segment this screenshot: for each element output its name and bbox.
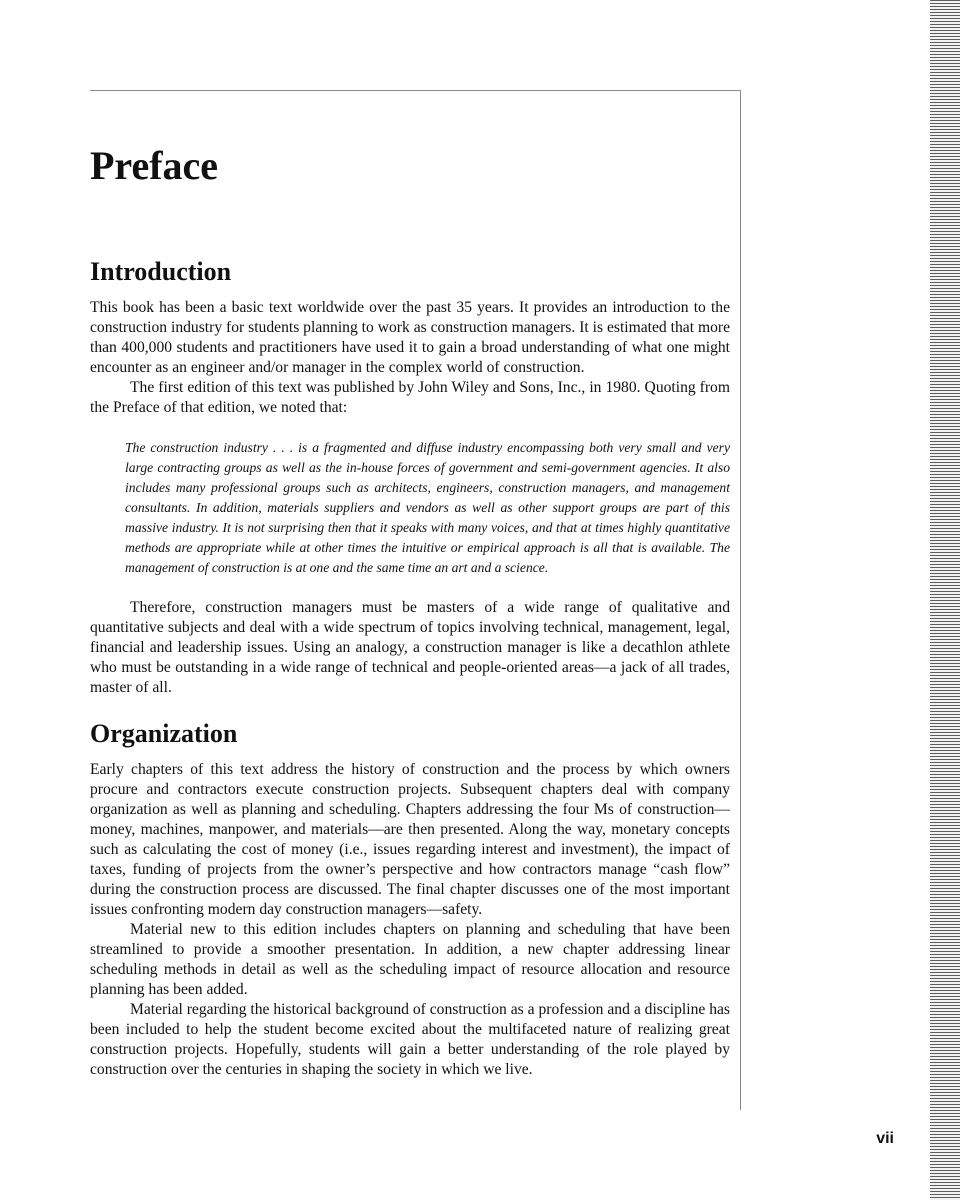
page-number: vii <box>876 1130 894 1147</box>
organization-section <box>90 718 730 1080</box>
introduction-heading: Introduction <box>90 257 232 286</box>
right-margin-rule <box>740 90 741 1110</box>
introduction-paragraph-1: This book has been a basic text worldwide over the past 35 years. It provides an introduction to the construction industry for students planning to work as construction managers. It is estimated that more than 400,000 students and practitioners have used it to gain a broad understanding of what one might encounter as an engineer and/or manager in the complex world of construction. <box>90 299 730 376</box>
page-title: Preface <box>90 143 219 188</box>
organization-paragraph-2: Material new to this edition includes chapters on planning and scheduling that have been streamlined to provide a smoother presentation. In addition, a new chapter addressing linear scheduling methods in detail as well as the scheduling impact of resource allocation and resource planning has been added. <box>90 921 730 998</box>
page-edge-strip <box>930 0 960 1200</box>
organization-heading: Organization <box>90 719 238 748</box>
introduction-paragraph-2: The first edition of this text was published by John Wiley and Sons, Inc., in 1980. Quoting from the Preface of that edition, we noted that: <box>90 379 730 416</box>
introduction-paragraph-3: Therefore, construction managers must be masters of a wide range of qualitative and quantitative subjects and deal with a wide spectrum of topics involving technical, management, legal, financial and leadership issues. Using an analogy, a construction manager is like a decathlon athlete who must be outstanding in a wide range of technical and people-oriented areas—a jack of all trades, master of all. <box>90 599 730 696</box>
introduction-section <box>90 256 730 698</box>
organization-paragraph-1: Early chapters of this text address the history of construction and the process by which owners procure and contractors execute construction projects. Subsequent chapters deal with company organization as well as planning and scheduling. Chapters addressing the four Ms of construction—money, machines, manpower, and materials—are then presented. Along the way, monetary concepts such as calculating the cost of money (i.e., issues regarding interest and investment), the impact of taxes, funding of projects from the owner’s perspective and how contractors manage “cash flow” during the construction process are discussed. The final chapter discusses one of the most important issues confronting modern day construction managers—safety. <box>90 761 730 918</box>
page-content <box>90 90 730 1080</box>
organization-paragraph-3: Material regarding the historical background of construction as a profession and a discipline has been included to help the student become excited about the multifaceted nature of realizing great construction projects. Hopefully, students will gain a better understanding of the role played by construction over the centuries in shaping the society in which we live. <box>90 1001 730 1078</box>
block-quote: The construction industry . . . is a fragmented and diffuse industry encompassing both very small and very large contracting groups as well as the in-house forces of government and semi-government agencies. It also includes many professional groups such as architects, engineers, construction managers, and management consultants. In addition, materials suppliers and vendors as well as other support groups are part of this massive industry. It is not surprising then that it speaks with many voices, and that at times highly quantitative methods are appropriate while at other times the intuitive or empirical approach is all that is available. The management of construction is at one and the same time an art and a science. <box>125 440 730 575</box>
